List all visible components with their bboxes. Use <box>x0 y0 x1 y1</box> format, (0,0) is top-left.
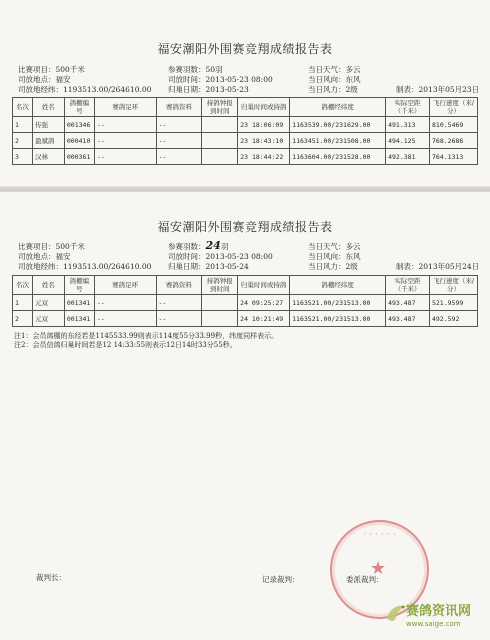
cell-speed: 810.5469 <box>430 117 478 133</box>
cell-coords: 1163521.00/231513.00 <box>290 311 386 327</box>
col-arrival: 归巢时间或持鸽 <box>238 276 290 295</box>
col-info: 赛鸽资料 <box>156 276 202 295</box>
notes <box>14 332 278 350</box>
cell-ring: -- <box>94 295 156 311</box>
cell-speed: 764.1313 <box>430 149 478 165</box>
release-place-field: 司放地点：福安 <box>18 252 71 261</box>
info-right <box>308 65 361 95</box>
cell-name: 传强 <box>32 117 64 133</box>
wind-dir-field: 当日风向：东风 <box>308 75 361 84</box>
release-time-field: 司放时间：2013-05-23 08:00 <box>168 75 273 84</box>
cell-rank: 1 <box>13 117 33 133</box>
col-rank: 名次 <box>13 276 33 295</box>
cell-name: 元双 <box>32 311 64 327</box>
col-name: 姓名 <box>32 98 64 117</box>
cell-loft: 000361 <box>64 149 94 165</box>
cell-info: -- <box>156 295 202 311</box>
col-rank: 名次 <box>13 98 33 117</box>
cell-name: 元双 <box>32 295 64 311</box>
col-speed: 飞行速度（米/分） <box>429 276 477 295</box>
wind-dir-field: 当日风向：东风 <box>308 252 361 261</box>
weather-field: 当日天气：多云 <box>308 242 361 251</box>
col-arrival: 归巢时间或持鸽 <box>238 98 290 117</box>
cell-coords: 1163604.00/231528.00 <box>290 149 386 165</box>
cell-loft: 001341 <box>64 311 94 327</box>
table-row <box>13 133 478 149</box>
cell-clock <box>202 117 238 133</box>
table-row <box>13 149 478 165</box>
info-left <box>18 242 151 272</box>
cell-speed: 768.2686 <box>430 133 478 149</box>
col-coords: 鸽棚经纬度 <box>290 276 386 295</box>
cell-clock <box>202 311 238 327</box>
event-field: 比赛项目：500千米 <box>18 242 85 251</box>
cell-coords: 1163451.00/231508.00 <box>290 133 386 149</box>
col-name: 姓名 <box>32 276 64 295</box>
cell-coords: 1163539.00/231629.00 <box>290 117 386 133</box>
recorder-signature-line: 记录裁判： <box>262 575 300 584</box>
entries-field <box>168 239 273 252</box>
cell-arrival: 24 10:21:49 <box>238 311 290 327</box>
cell-rank: 2 <box>13 311 33 327</box>
cell-distance: 492.381 <box>386 149 430 165</box>
referee-signature-line: 裁判长： <box>36 573 66 582</box>
col-info: 赛鸽资料 <box>156 98 202 117</box>
col-speed: 飞行速度（米/分） <box>430 98 478 117</box>
release-coords-field: 司放地经纬：1193513.00/264610.00 <box>18 262 152 271</box>
cell-rank: 3 <box>13 149 33 165</box>
table-row <box>13 295 478 311</box>
stamp-ring-text: ⋅ ⋅ ⋅ ⋅ ⋅ ⋅ <box>363 530 396 540</box>
cell-info: -- <box>156 311 202 327</box>
prepared-date: 制表：2013年05月23日 <box>396 85 480 94</box>
watermark-name: 赛鸽资讯网 <box>406 604 472 619</box>
cell-clock <box>202 149 238 165</box>
cell-coords: 1163521.00/231513.00 <box>290 295 386 311</box>
table-header-row <box>13 98 478 117</box>
results-table <box>12 275 478 327</box>
results-table <box>12 97 478 165</box>
cell-distance: 491.313 <box>386 117 430 133</box>
col-coords: 鸽棚经纬度 <box>290 98 386 117</box>
cell-loft: 001346 <box>64 117 94 133</box>
note-1: 注1：会员鸽棚的东经若是1145533.99则表示114度55分33.99秒，纬度同样表示。 <box>14 332 279 340</box>
release-coords-field: 司放地经纬：1193513.00/264610.00 <box>18 85 152 94</box>
release-place-field: 司放地点：福安 <box>18 75 71 84</box>
table-header-row <box>13 276 478 295</box>
prepared-date: 制表：2013年05月24日 <box>396 262 480 271</box>
report-title: 福安潮阳外围赛竞翔成绩报告表 <box>157 220 333 234</box>
return-date-field: 归巢日期：2013-05-24 <box>168 262 249 271</box>
col-clock: 持鸽钟报到时间 <box>202 98 238 117</box>
cell-ring: -- <box>94 133 156 149</box>
cell-ring: -- <box>94 117 156 133</box>
table-row <box>13 117 478 133</box>
cell-ring: -- <box>94 149 156 165</box>
table-row <box>13 311 478 327</box>
cell-ring: -- <box>94 311 156 327</box>
event-field: 比赛项目：500千米 <box>18 65 85 74</box>
delegate-signature-line: 委派裁判： <box>346 575 384 584</box>
pigeon-logo-icon <box>384 600 408 626</box>
cell-arrival: 23 18:06:09 <box>238 117 290 133</box>
cell-clock <box>202 295 238 311</box>
col-loft: 鸽棚编号 <box>64 276 94 295</box>
col-clock: 持鸽钟报到时间 <box>202 276 238 295</box>
cell-loft: 000410 <box>64 133 94 149</box>
entries-label: 参赛羽数： <box>168 242 206 251</box>
info-left <box>18 65 151 95</box>
col-loft: 鸽棚编号 <box>64 98 94 117</box>
col-distance: 实际空距（千米） <box>386 276 430 295</box>
cell-distance: 494.125 <box>386 133 430 149</box>
release-time-field: 司放时间：2013-05-23 08:00 <box>168 252 273 261</box>
cell-name: 盈斌鸽 <box>32 133 64 149</box>
cell-clock <box>202 133 238 149</box>
info-middle <box>168 239 273 272</box>
wind-force-field: 当日风力：2级 <box>308 85 358 94</box>
info-middle <box>168 65 273 95</box>
cell-name: 汉林 <box>32 149 64 165</box>
cell-arrival: 24 09:25:27 <box>238 295 290 311</box>
info-right <box>308 242 361 272</box>
watermark <box>384 596 484 636</box>
cell-info: -- <box>156 133 202 149</box>
cell-distance: 493.487 <box>386 295 430 311</box>
entries-unit: 羽 <box>220 242 229 251</box>
col-distance: 实际空距（千米） <box>386 98 430 117</box>
cell-loft: 001341 <box>64 295 94 311</box>
cell-rank: 1 <box>13 295 33 311</box>
stamp-star-icon: ★ <box>370 558 387 579</box>
entries-field: 参赛羽数：50羽 <box>168 65 223 74</box>
entries-handwritten: 24 <box>205 239 221 252</box>
cell-distance: 493.487 <box>386 311 430 327</box>
note-2: 注2：会员信鸽归巢时间若是12 14:33:55则表示12日14时33分55秒。 <box>14 341 237 349</box>
col-ring: 赛鸽足环 <box>94 98 156 117</box>
return-date-field: 归巢日期：2013-05-23 <box>168 85 249 94</box>
cell-arrival: 23 18:44:22 <box>238 149 290 165</box>
cell-arrival: 23 18:43:10 <box>238 133 290 149</box>
report-sheet-1 <box>0 0 490 188</box>
cell-speed: 492.592 <box>429 311 477 327</box>
weather-field: 当日天气：多云 <box>308 65 361 74</box>
watermark-url: www.saige.com <box>406 620 461 628</box>
wind-force-field: 当日风力：2级 <box>308 262 358 271</box>
col-ring: 赛鸽足环 <box>94 276 156 295</box>
cell-info: -- <box>156 149 202 165</box>
cell-info: -- <box>156 117 202 133</box>
cell-speed: 521.9599 <box>429 295 477 311</box>
report-title: 福安潮阳外围赛竞翔成绩报告表 <box>157 42 333 56</box>
cell-rank: 2 <box>13 133 33 149</box>
